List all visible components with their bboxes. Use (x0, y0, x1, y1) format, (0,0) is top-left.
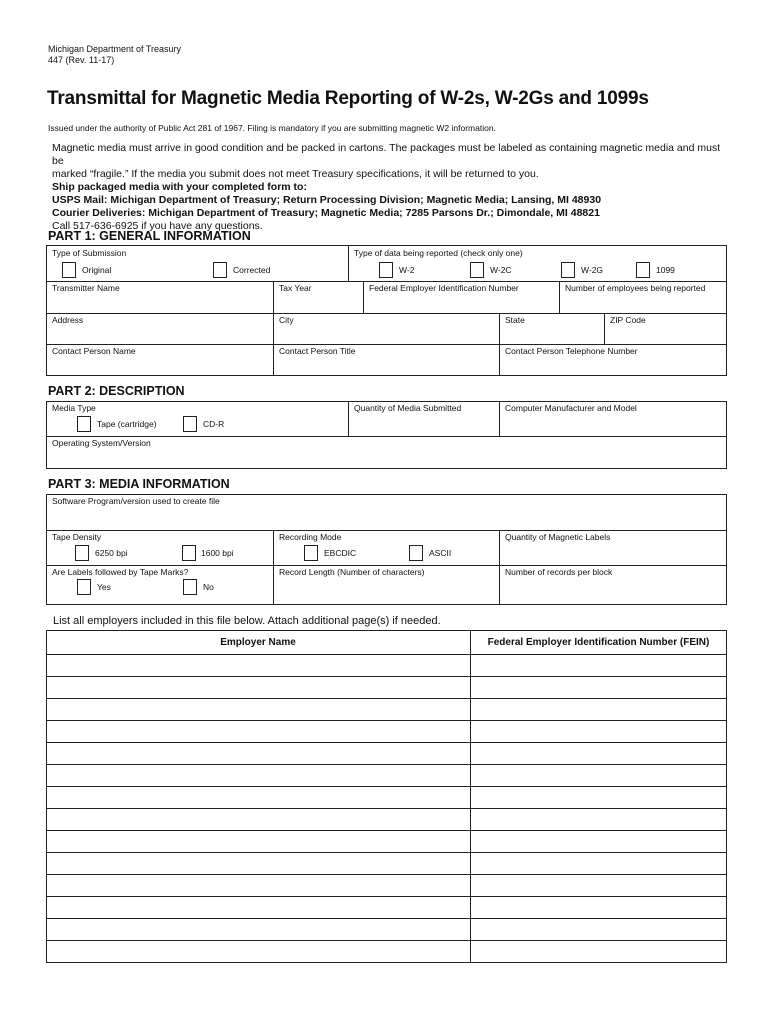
w2g-checkbox[interactable] (561, 262, 575, 278)
part1-heading: PART 1: GENERAL INFORMATION (48, 229, 251, 243)
corrected-label: Corrected (233, 265, 271, 275)
os-field[interactable]: Operating System/Version (52, 438, 151, 448)
employer-name-cell[interactable] (47, 919, 469, 939)
contact-title-field[interactable]: Contact Person Title (279, 346, 356, 356)
phone-line: Call 517-636-6925 if you have any questions. (52, 220, 263, 232)
labels-followed-label: Are Labels followed by Tape Marks? (52, 567, 189, 577)
w2-label: W-2 (399, 265, 415, 275)
record-length-field[interactable]: Record Length (Number of characters) (279, 567, 425, 577)
original-label: Original (82, 265, 112, 275)
contact-name-field[interactable]: Contact Person Name (52, 346, 136, 356)
cdr-checkbox[interactable] (183, 416, 197, 432)
contact-phone-field[interactable]: Contact Person Telephone Number (505, 346, 638, 356)
employer-fein-cell[interactable] (471, 919, 726, 939)
employer-name-cell[interactable] (47, 941, 469, 961)
manufacturer-field[interactable]: Computer Manufacturer and Model (505, 403, 637, 413)
employer-fein-cell[interactable] (471, 743, 726, 763)
6250-label: 6250 bpi (95, 548, 128, 558)
address-field[interactable]: Address (52, 315, 84, 325)
employer-fein-cell[interactable] (471, 831, 726, 851)
quantity-media-field[interactable]: Quantity of Media Submitted (354, 403, 462, 413)
1600-label: 1600 bpi (201, 548, 234, 558)
w2c-checkbox[interactable] (470, 262, 484, 278)
fein-field[interactable]: Federal Employer Identification Number (369, 283, 519, 293)
ascii-checkbox[interactable] (409, 545, 423, 561)
employer-name-header: Employer Name (220, 637, 296, 648)
form-revision: 447 (Rev. 11-17) (48, 55, 115, 65)
software-field[interactable]: Software Program/version used to create file (52, 496, 220, 506)
employer-name-cell[interactable] (47, 853, 469, 873)
media-type-label: Media Type (52, 403, 96, 413)
employer-fein-cell[interactable] (471, 809, 726, 829)
intro-line: marked “fragile.” If the media you submit does not meet Treasury specifications, it will be returned to you. (52, 168, 539, 180)
courier-address: Courier Deliveries: Michigan Department of Treasury; Magnetic Media; 7285 Parsons Dr.; Dimondale, MI 48821 (52, 207, 600, 219)
part3-heading: PART 3: MEDIA INFORMATION (48, 477, 230, 491)
zip-field[interactable]: ZIP Code (610, 315, 646, 325)
no-checkbox[interactable] (183, 579, 197, 595)
intro-line: Magnetic media must arrive in good condition and be packed in cartons. The packages must be labeled as containing magnetic media and must be (52, 142, 721, 167)
employer-name-cell[interactable] (47, 743, 469, 763)
employer-fein-cell[interactable] (471, 787, 726, 807)
ascii-label: ASCII (429, 548, 452, 558)
original-checkbox[interactable] (62, 262, 76, 278)
intro-line: Ship packaged media with your completed form to: (52, 181, 307, 193)
no-label: No (203, 582, 214, 592)
form-title: Transmittal for Magnetic Media Reporting of W-2s, W-2Gs and 1099s (47, 88, 649, 109)
employer-name-cell[interactable] (47, 875, 469, 895)
employer-name-cell[interactable] (47, 831, 469, 851)
employer-name-cell[interactable] (47, 721, 469, 741)
ebcdic-checkbox[interactable] (304, 545, 318, 561)
employer-name-cell[interactable] (47, 699, 469, 719)
state-field[interactable]: State (505, 315, 525, 325)
employer-name-cell[interactable] (47, 787, 469, 807)
employer-fein-cell[interactable] (471, 655, 726, 675)
records-per-block-field[interactable]: Number of records per block (505, 567, 613, 577)
w2-checkbox[interactable] (379, 262, 393, 278)
employer-fein-cell[interactable] (471, 941, 726, 961)
part3-box (46, 494, 727, 605)
type-of-submission-label: Type of Submission (52, 248, 127, 258)
tape-label: Tape (cartridge) (97, 419, 157, 429)
w2g-label: W-2G (581, 265, 604, 275)
employer-name-cell[interactable] (47, 897, 469, 917)
recording-mode-label: Recording Mode (279, 532, 342, 542)
cdr-label: CD-R (203, 419, 225, 429)
employer-name-cell[interactable] (47, 809, 469, 829)
employers-instruction: List all employers included in this file below. Attach additional page(s) if needed. (53, 615, 441, 627)
transmitter-name-field[interactable]: Transmitter Name (52, 283, 120, 293)
employer-fein-cell[interactable] (471, 721, 726, 741)
tax-year-field[interactable]: Tax Year (279, 283, 312, 293)
w2c-label: W-2C (490, 265, 512, 275)
tape-checkbox[interactable] (77, 416, 91, 432)
employer-fein-cell[interactable] (471, 853, 726, 873)
employer-name-cell[interactable] (47, 765, 469, 785)
fein-header: Federal Employer Identification Number (FEIN) (487, 637, 710, 648)
employer-fein-cell[interactable] (471, 875, 726, 895)
yes-label: Yes (97, 582, 111, 592)
1600-checkbox[interactable] (182, 545, 196, 561)
agency-name: Michigan Department of Treasury (48, 44, 182, 54)
employer-fein-cell[interactable] (471, 699, 726, 719)
corrected-checkbox[interactable] (213, 262, 227, 278)
employer-name-cell[interactable] (47, 677, 469, 697)
yes-checkbox[interactable] (77, 579, 91, 595)
city-field[interactable]: City (279, 315, 294, 325)
num-employees-field[interactable]: Number of employees being reported (565, 283, 706, 293)
1099-checkbox[interactable] (636, 262, 650, 278)
employer-fein-cell[interactable] (471, 897, 726, 917)
type-of-data-label: Type of data being reported (check only one) (354, 248, 523, 258)
1099-label: 1099 (656, 265, 675, 275)
employer-name-cell[interactable] (47, 655, 469, 675)
issued-note: Issued under the authority of Public Act 281 of 1967. Filing is mandatory if you are submitting magnetic W2 information. (48, 123, 496, 133)
tape-density-label: Tape Density (52, 532, 102, 542)
employer-fein-cell[interactable] (471, 765, 726, 785)
quantity-labels-field[interactable]: Quantity of Magnetic Labels (505, 532, 611, 542)
part2-heading: PART 2: DESCRIPTION (48, 384, 185, 398)
6250-checkbox[interactable] (75, 545, 89, 561)
employer-fein-cell[interactable] (471, 677, 726, 697)
usps-address: USPS Mail: Michigan Department of Treasury; Return Processing Division; Magnetic Media; Lansing, MI 48930 (52, 194, 602, 206)
ebcdic-label: EBCDIC (324, 548, 357, 558)
intro-block (52, 142, 732, 233)
